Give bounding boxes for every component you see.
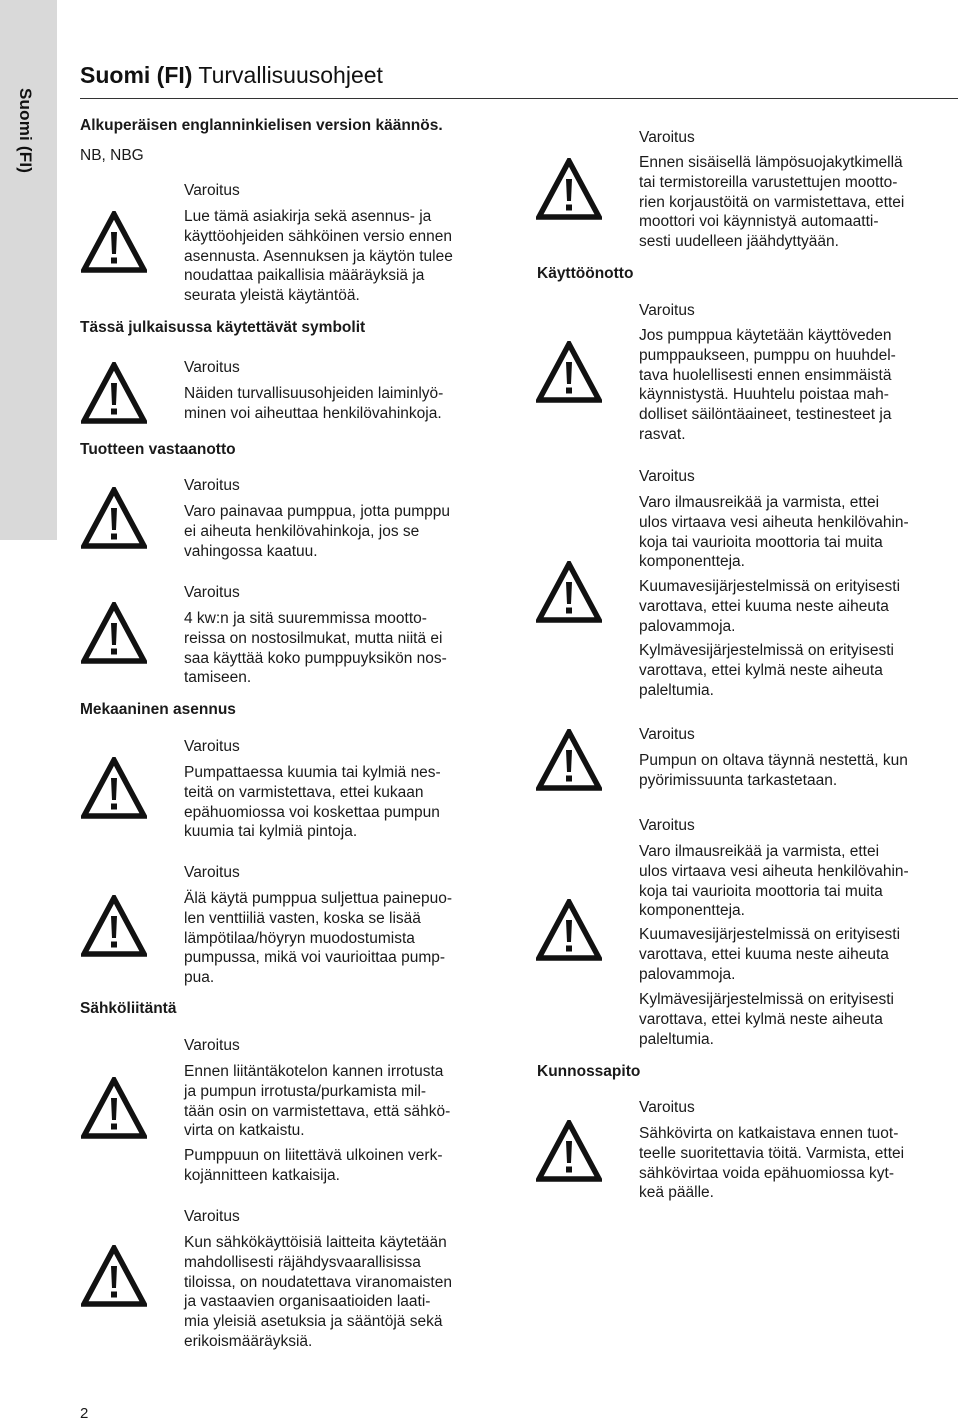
warning-label: Varoitus	[639, 817, 695, 834]
warning-label: Varoitus	[184, 477, 240, 494]
text-line: palovammoja.	[639, 965, 736, 983]
text-line: virta on katkaistu.	[184, 1122, 305, 1140]
warning-text-r5a	[639, 842, 909, 921]
text-line: lämpötilaa/höyryn muodostumista	[184, 929, 415, 947]
text-line: Kuumavesijärjestelmissä on erityisesti	[639, 578, 901, 595]
text-line: kuumia tai kylmiä pintoja.	[184, 823, 358, 841]
warning-triangle-icon	[536, 561, 602, 623]
text-line: varottava, ettei kuuma neste aiheuta	[639, 945, 889, 963]
text-line: Pumpattaessa kuumia tai kylmiä nes-	[184, 764, 441, 781]
warning-text-r5b	[639, 925, 900, 984]
warning-text-w7b	[184, 1146, 442, 1186]
text-line: sähkövirtaa voida epähuomiossa kyt-	[639, 1164, 895, 1182]
text-line: teitä on varmistettava, ettei kukaan	[184, 783, 424, 801]
warning-label: Varoitus	[184, 584, 240, 601]
text-line: keä päälle.	[639, 1184, 714, 1202]
text-line: rasvat.	[639, 425, 686, 443]
warning-triangle-icon	[536, 158, 602, 220]
warning-triangle-icon	[81, 211, 147, 273]
text-line: Kylmävesijärjestelmissä on erityisesti	[639, 642, 894, 659]
warning-triangle-icon	[536, 341, 602, 403]
text-line: varottava, ettei kylmä neste aiheuta	[639, 661, 883, 679]
page-title-text: Turvallisuusohjeet	[192, 62, 383, 88]
text-line: ulos virtaava vesi aiheuta henkilövahin-	[639, 862, 909, 880]
text-line: komponentteja.	[639, 902, 745, 920]
text-line: palovammoja.	[639, 617, 736, 635]
text-line: teelle suoritettavia töitä. Varmista, ettei	[639, 1144, 905, 1162]
text-line: minen voi aiheuttaa henkilövahinkoja.	[184, 404, 442, 422]
warning-label: Varoitus	[639, 468, 695, 485]
text-line: paleltumia.	[639, 1030, 714, 1048]
text-line: Jos pumppua käytetään käyttöveden	[639, 327, 892, 344]
text-line: Ennen liitäntäkotelon kannen irrotusta	[184, 1063, 444, 1080]
warning-text-w5	[184, 763, 441, 842]
text-line: saa käyttää koko pumppuyksikön nos-	[184, 649, 447, 667]
text-line: käynnistystä. Huuhtelu poistaa mah-	[639, 386, 889, 404]
text-line: ulos virtaava vesi aiheuta henkilövahin-	[639, 513, 909, 531]
text-line: epähuomiossa voi koskettaa pumpun	[184, 803, 440, 821]
warning-label: Varoitus	[184, 1208, 240, 1225]
warning-triangle-icon	[81, 602, 147, 664]
warning-text-r3a	[639, 493, 909, 572]
warning-triangle-icon	[81, 1077, 147, 1139]
side-language-tab	[0, 0, 57, 540]
text-line: mia yleisiä asetuksia ja sääntöjä sekä	[184, 1313, 443, 1331]
text-line: ja vastaavien organisaatioiden laati-	[184, 1293, 431, 1311]
text-line: kojännitteen katkaisija.	[184, 1166, 340, 1184]
text-line: Pumppuun on liitettävä ulkoinen verk-	[184, 1147, 443, 1164]
warning-text-w7a	[184, 1062, 450, 1141]
page-number: 2	[80, 1405, 89, 1422]
warning-label: Varoitus	[184, 738, 240, 755]
text-line: dolliset säilöntäaineet, testinesteet ja	[639, 406, 892, 424]
text-line: käyttöohjeiden sähköinen versio ennen	[184, 227, 452, 245]
text-line: len venttiiliä vasten, koska se lisää	[184, 909, 421, 927]
text-line: reissa on nostosilmukat, mutta niitä ei	[184, 629, 443, 647]
text-line: varottava, ettei kuuma neste aiheuta	[639, 597, 889, 615]
text-line: ei aiheuta henkilövahinkoja, jos se	[184, 522, 420, 540]
warning-triangle-icon	[81, 757, 147, 819]
section-heading-commissioning: Käyttöönotto	[537, 265, 634, 282]
text-line: koja tai vaurioita moottoria tai muita	[639, 882, 883, 900]
warning-triangle-icon	[81, 895, 147, 957]
warning-label: Varoitus	[639, 302, 695, 319]
section-heading-reception: Tuotteen vastaanotto	[80, 441, 236, 458]
text-line: Varo painavaa pumppua, jotta pumppu	[184, 503, 450, 520]
text-line: Kuumavesijärjestelmissä on erityisesti	[639, 926, 901, 943]
text-line: komponentteja.	[639, 553, 745, 571]
warning-triangle-icon	[81, 362, 147, 424]
text-line: Älä käytä pumppua suljettua painepuo-	[184, 890, 452, 907]
text-line: tään osin on varmistettava, että sähkö-	[184, 1102, 451, 1120]
section-heading-maintenance: Kunnossapito	[537, 1063, 641, 1080]
page-title-language: Suomi (FI)	[80, 62, 193, 88]
text-line: tai termistoreilla varustettujen moottо-	[639, 173, 898, 191]
text-line: Lue tämä asiakirja sekä asennus- ja	[184, 208, 432, 225]
warning-triangle-icon	[536, 729, 602, 791]
text-line: tamiseen.	[184, 669, 252, 687]
text-line: asennusta. Asennuksen ja käytön tulee	[184, 247, 453, 265]
text-line: pumppaukseen, pumppu on huuhdel-	[639, 346, 896, 364]
text-line: Ennen sisäisellä lämpösuojakytkimellä	[639, 154, 903, 171]
warning-text-w4	[184, 609, 447, 688]
text-line: Kun sähkökäyttöisiä laitteita käytetään	[184, 1234, 447, 1251]
warning-text-w6	[184, 889, 452, 988]
text-line: pyörimissuunta tarkastetaan.	[639, 771, 838, 789]
warning-text-r6	[639, 1124, 904, 1203]
text-line: mahdollisesti räjähdysvaarallisissa	[184, 1253, 421, 1271]
warning-text-w3	[184, 502, 450, 561]
text-line: Varo ilmausreikää ja varmista, ettei	[639, 843, 880, 860]
warning-triangle-icon	[81, 1245, 147, 1307]
warning-label: Varoitus	[639, 726, 695, 743]
text-line: ja pumpun irrotusta/purkamista mil-	[184, 1082, 427, 1100]
warning-text-r4	[639, 751, 908, 791]
warning-triangle-icon	[536, 899, 602, 961]
text-line: noudattaa paikallisia määräyksiä ja	[184, 267, 425, 285]
text-line: tiloissa, on noudatettava viranomaisten	[184, 1273, 452, 1291]
warning-label: Varoitus	[184, 864, 240, 881]
warning-text-r2	[639, 326, 896, 445]
text-line: pua.	[184, 969, 215, 987]
text-line: moottori voi käynnistyä automaatti-	[639, 213, 879, 231]
text-line: seurata yleistä käytäntöä.	[184, 287, 360, 305]
warning-text-w1	[184, 207, 453, 306]
section-heading-electrical: Sähköliitäntä	[80, 1000, 177, 1017]
text-line: Kylmävesijärjestelmissä on erityisesti	[639, 991, 894, 1008]
title-divider	[80, 98, 958, 99]
warning-label: Varoitus	[639, 1099, 695, 1116]
text-line: 4 kw:n ja sitä suuremmissa mootto-	[184, 610, 427, 627]
text-line: pumpussa, mikä voi vaurioittaa pump-	[184, 949, 446, 967]
section-heading-symbols: Tässä julkaisussa käytettävät symbolit	[80, 319, 366, 336]
text-line: tava huolellisesti ennen ensimmäistä	[639, 366, 892, 384]
text-line: vahingossa kaatuu.	[184, 542, 318, 560]
text-line: Varo ilmausreikää ja varmista, ettei	[639, 494, 880, 511]
translation-note: Alkuperäisen englanninkielisen version käännös.	[80, 117, 443, 134]
warning-triangle-icon	[81, 487, 147, 549]
text-line: Pumpun on oltava täynnä nestettä, kun	[639, 752, 908, 769]
text-line: varottava, ettei kylmä neste aiheuta	[639, 1010, 883, 1028]
warning-text-w2	[184, 384, 443, 424]
warning-label: Varoitus	[184, 1037, 240, 1054]
text-line: sesti uudelleen jäähdyttyään.	[639, 233, 839, 251]
text-line: koja tai vaurioita moottoria tai muita	[639, 533, 883, 551]
warning-triangle-icon	[536, 1120, 602, 1182]
model-list: NB, NBG	[80, 147, 144, 164]
warning-text-r3b	[639, 577, 900, 636]
text-line: Sähkövirta on katkaistava ennen tuot-	[639, 1125, 899, 1142]
warning-text-r3c	[639, 641, 894, 700]
text-line: rien korjaustöitä on varmistettava, ettei	[639, 193, 905, 211]
warning-label: Varoitus	[184, 359, 240, 376]
side-language-label: Suomi (FI)	[16, 88, 35, 174]
text-line: erikoismääräyksiä.	[184, 1332, 313, 1350]
text-line: paleltumia.	[639, 681, 714, 699]
warning-text-r1	[639, 153, 904, 252]
warning-label: Varoitus	[639, 129, 695, 146]
warning-label: Varoitus	[184, 182, 240, 199]
warning-text-r5c	[639, 990, 894, 1049]
section-heading-mechanical: Mekaaninen asennus	[80, 701, 236, 718]
warning-text-w8	[184, 1233, 452, 1352]
text-line: Näiden turvallisuusohjeiden laiminlyö-	[184, 385, 444, 402]
page-title	[80, 62, 383, 89]
